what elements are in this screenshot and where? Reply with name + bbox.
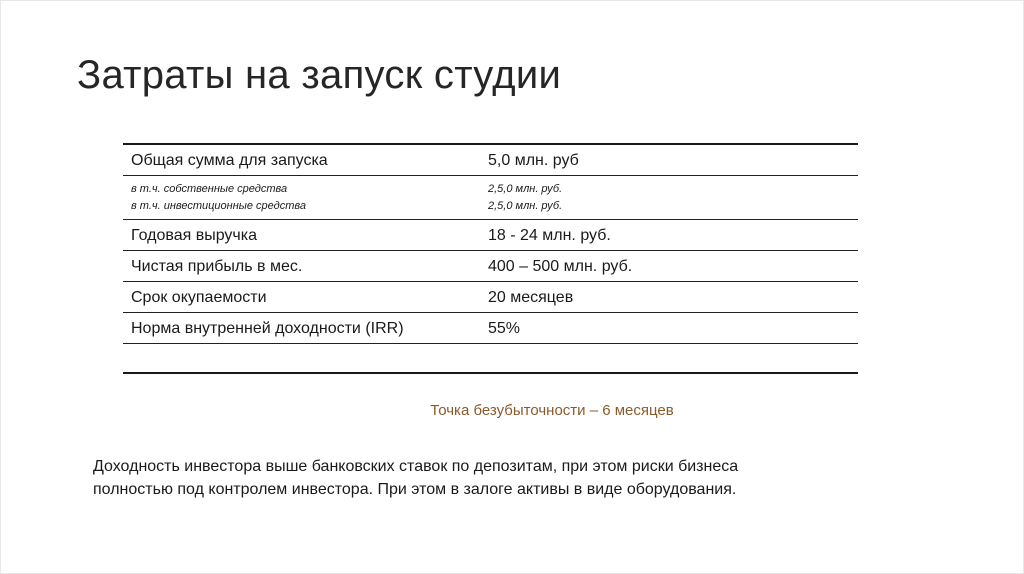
row-sub-values: [488, 176, 562, 215]
slide-title: Затраты на запуск студии: [77, 53, 562, 97]
row-value: 18 - 24 млн. руб.: [488, 227, 611, 244]
cost-table: [123, 143, 858, 374]
row-value: 5,0 млн. руб: [488, 152, 579, 169]
row-sub-label: в т.ч. инвестиционные средства: [131, 200, 307, 212]
row-sub-value: 2,5,0 млн. руб.: [488, 183, 563, 195]
row-label: Годовая выручка: [131, 227, 258, 244]
table-row: [123, 313, 858, 344]
table-row: [123, 282, 858, 313]
investor-note: [93, 455, 853, 501]
row-label: Чистая прибыль в мес.: [131, 258, 303, 275]
row-label: Общая сумма для запуска: [131, 152, 328, 169]
row-value: 400 – 500 млн. руб.: [488, 258, 633, 275]
table-row: [123, 220, 858, 251]
table-row-empty: [123, 344, 858, 374]
note-line: полностью под контролем инвестора. При этом в залоге активы в виде оборудования.: [93, 481, 737, 498]
row-sub-value: 2,5,0 млн. руб.: [488, 200, 563, 212]
row-value: 55%: [488, 320, 521, 337]
breakeven-text: Точка безубыточности – 6 месяцев: [430, 402, 674, 419]
table-row: [123, 145, 858, 176]
row-label: Норма внутренней доходности (IRR): [131, 320, 404, 337]
row-sub-labels: [131, 176, 306, 215]
note-line: Доходность инвестора выше банковских ставок по депозитам, при этом риски бизнеса: [93, 458, 739, 475]
table-row: [123, 251, 858, 282]
row-value: 20 месяцев: [488, 289, 574, 306]
table-row-breakdown: [123, 176, 858, 220]
row-label: Срок окупаемости: [131, 289, 267, 306]
row-sub-label: в т.ч. собственные средства: [131, 183, 288, 195]
